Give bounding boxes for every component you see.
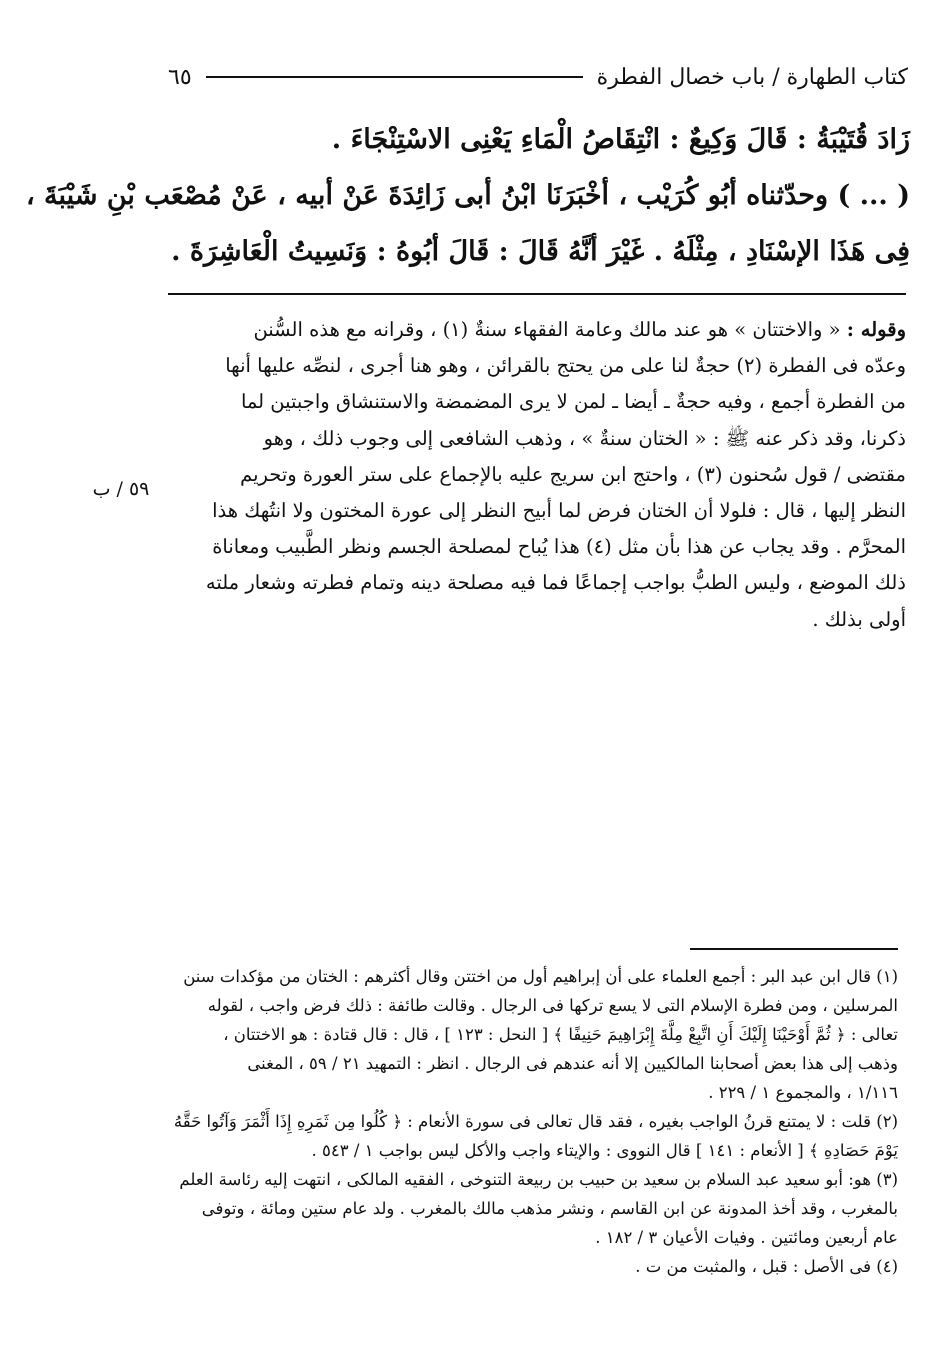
commentary-line — [168, 312, 906, 348]
commentary-line: وعدّه فى الفطرة (٢) حجةٌ لنا على من يحتج بالقرائن ، وهو هنا أجرى ، لنصِّه عليها أنها — [225, 354, 906, 378]
commentary-line-text: « والاختتان » هو عند مالك وعامة الفقهاء سنةٌ (١) ، وقرانه مع هذه السُّنن — [253, 318, 841, 341]
running-header — [168, 60, 908, 94]
commentary-line: المحرَّم . وقد يجاب عن هذا بأن مثل (٤) هذا يُباح لمصلحة الجسم ونظر الطَّبيب ومعاناة — [212, 535, 906, 559]
hadith-line: زَادَ قُتَيْبَةُ : قَالَ وَكِيعٌ : انْتِقَاصُ الْمَاءِ يَعْنِى الاسْتِنْجَاءَ . — [331, 124, 910, 155]
commentary-line: أولى بذلك . — [812, 607, 906, 631]
footnote-line: (٣) هو: أبو سعيد عبد السلام بن سعيد بن حبيب بن ربيعة التنوخى ، الفقيه المالكى ، انتهت إليه رئاسة العلم — [179, 1170, 898, 1189]
page-number: ٦٥ — [168, 64, 192, 90]
header-rule — [206, 76, 583, 78]
footnotes — [158, 962, 898, 1281]
footnote-divider — [690, 948, 898, 950]
commentary — [168, 312, 906, 638]
footnote-line: ١/١١٦ ، والمجموع ١ / ٢٢٩ . — [708, 1083, 898, 1102]
footnote-line: يَوْمَ حَصَادِهِ ﴾ [ الأنعام : ١٤١ ] قال النووى : والإيتاء واجب والأكل ليس بواجب ١ / ٥٤٣ . — [311, 1141, 898, 1160]
commentary-line: ذلك الموضع ، وليس الطبُّ بواجب إجماعًا فما فيه مصلحة دينه وتمام فطرته وشعار ملته — [205, 571, 906, 595]
commentary-line: النظر إليها ، قال : فلولا أن الختان فرض لما أبيح النظر إلى عورة المختون ولا انتُهك هذا — [212, 499, 906, 523]
section-divider — [168, 293, 906, 295]
commentary-lead: وقوله : — [846, 318, 906, 341]
header-title: كتاب الطهارة / باب خصال الفطرة — [596, 64, 908, 90]
footnote-line: (٢) قلت : لا يمتنع قرنُ الواجب بغيره ، فقد قال تعالى فى سورة الأنعام : ﴿ كُلُوا مِن ثَمَرِهِ إِذَا أَثْمَرَ وَآتُوا حَقَّهُ — [173, 1112, 898, 1131]
commentary-line: ذكرنا، وقد ذكر عنه ﷺ : « الختان سنةٌ » ، وذهب الشافعى إلى وجوب ذلك ، وهو — [263, 426, 906, 450]
footnote-line: وذهب إلى هذا بعض أصحابنا المالكيين إلا أنه عندهم فى الرجال . انظر : التمهيد ٢١ / ٥٩ ، المغنى — [247, 1054, 898, 1073]
footnote-line: عام أربعين ومائتين . وفيات الأعيان ٣ / ١٨٢ . — [595, 1228, 898, 1247]
hadith-line: ( ... ) وحدّثناه أبُو كُرَيْب ، أخْبَرَنَا ابْنُ أبى زَائِدَةَ عَنْ أبيه ، عَنْ مُصْعَب بْنِ شَيْبَةَ ، — [25, 180, 910, 211]
commentary-line: مقتضى / قول سُحنون (٣) ، واحتج ابن سريج عليه بالإجماع على ستر العورة وتحريم — [240, 462, 906, 486]
footnote-line: بالمغرب ، وقد أخذ المدونة عن ابن القاسم ، ونشر مذهب مالك بالمغرب . ولد عام ستين ومائة ، وتوفى — [201, 1199, 898, 1218]
footnote-line: تعالى : ﴿ ثُمَّ أَوْحَيْنَا إِلَيْكَ أَنِ اتَّبِعْ مِلَّةَ إِبْرَاهِيمَ حَنِيفًا ﴾ [ النحل : ١٢٣ ] ، قال : قال قتادة : هو الاختتان ، — [223, 1025, 898, 1044]
manuscript-folio-note: ٥٩ / ب — [92, 478, 150, 500]
hadith-text — [25, 112, 910, 280]
footnote-line: (١) قال ابن عبد البر : أجمع العلماء على أن إبراهيم أول من اختتن وقال أكثرهم : الختان من مؤكدات سنن — [183, 967, 898, 986]
commentary-line: من الفطرة أجمع ، وفيه حجةٌ ـ أيضا ـ لمن لا يرى المضمضة والاستنشاق واجبتين لما — [240, 390, 906, 414]
hadith-line: فِى هَذَا الإسْنَادِ ، مِثْلَهُ . غَيْرَ أنَّهُ قَالَ : قَالَ أبُوهُ : وَنَسِيتُ الْعَاشِرَةَ . — [171, 236, 910, 267]
footnote-line: المرسلين ، ومن فطرة الإسلام التى لا يسع تركها فى الرجال . وقالت طائفة : ذلك فرض واجب ، لقوله — [207, 996, 898, 1015]
footnote-line: (٤) فى الأصل : قبل ، والمثبت من ت . — [635, 1257, 898, 1276]
